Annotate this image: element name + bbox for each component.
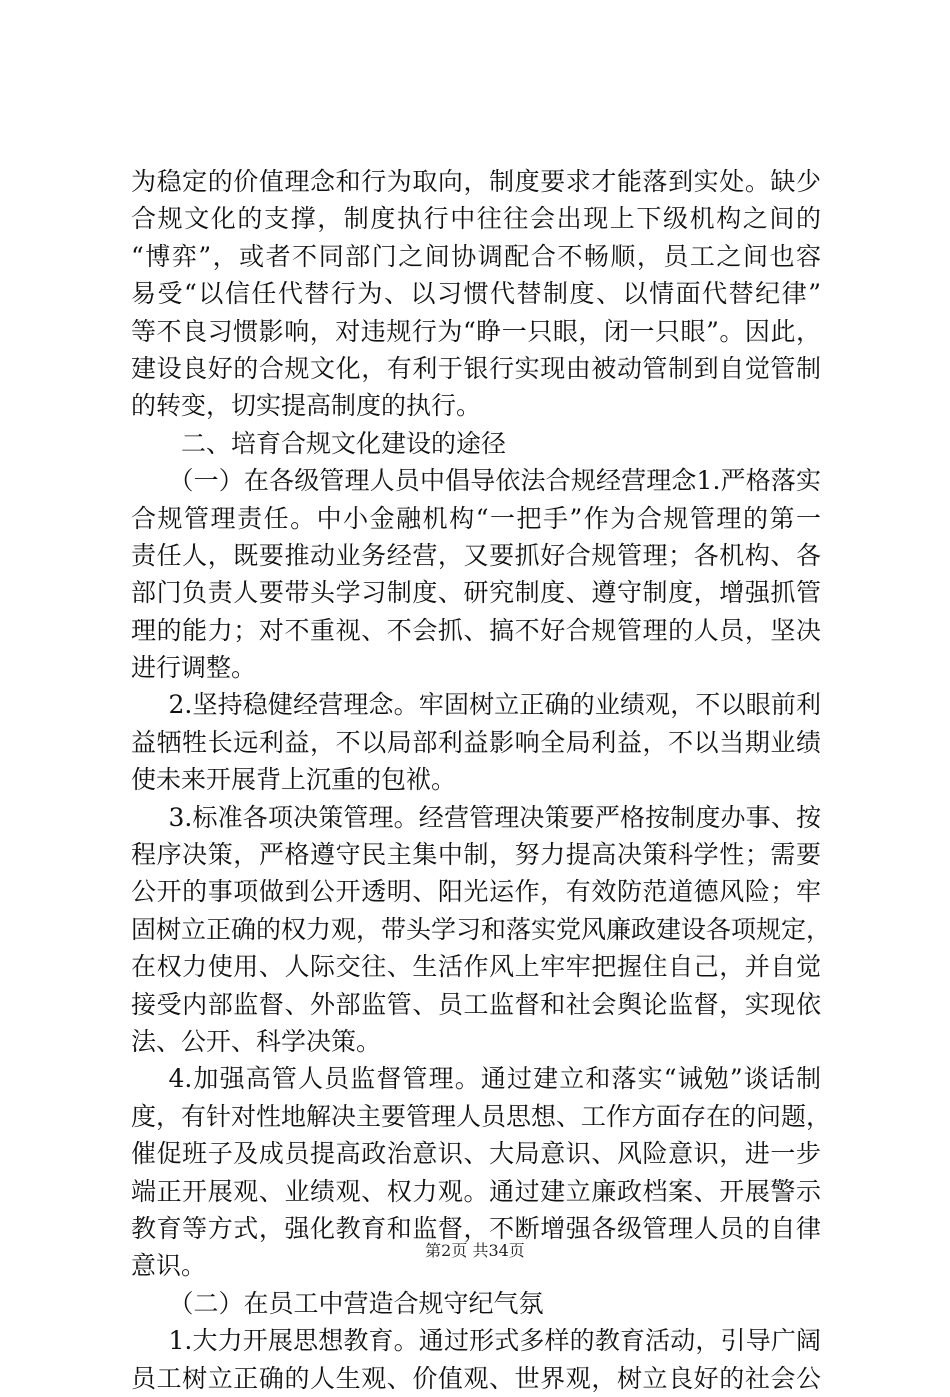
text-line: 程序决策，严格遵守民主集中制，努力提高决策科学性；需要: [131, 840, 821, 870]
text-line: 易受“以信任代替行为、以习惯代替制度、以情面代替纪律”: [131, 279, 821, 309]
text-line: 教育等方式，强化教育和监督，不断增强各级管理人员的自律: [131, 1213, 821, 1243]
text-line: 在权力使用、人际交往、生活作风上牢牢把握住自己，并自觉: [131, 952, 821, 982]
text-line: 建设良好的合规文化，有利于银行实现由被动管制到自觉管制: [131, 353, 821, 383]
text-line: 使未来开展背上沉重的包袱。: [131, 765, 457, 795]
text-line: 为稳定的价值理念和行为取向，制度要求才能落到实处。缺少: [131, 167, 821, 196]
page-footer: 第2页 共34页: [425, 1241, 525, 1260]
text-line: 合规管理责任。中小金融机构“一把手”作为合规管理的第一: [131, 503, 821, 533]
text-line: 进行调整。: [131, 653, 257, 683]
text-line: 度，有针对性地解决主要管理人员思想、工作方面存在的问题，: [131, 1101, 832, 1131]
text-line: 理的能力；对不重视、不会抓、搞不好合规管理的人员，坚决: [131, 615, 821, 645]
text-line: 3.标准各项决策管理。经营管理决策要严格按制度办事、按: [168, 802, 821, 832]
text-line: 二、培育合规文化建设的途径: [181, 428, 507, 458]
text-line: 意识。: [131, 1251, 207, 1281]
text-line: 部门负责人要带头学习制度、研究制度、遵守制度，增强抓管: [131, 578, 821, 608]
text-line: 法、公开、科学决策。: [131, 1026, 382, 1056]
text-line: 公开的事项做到公开透明、阳光运作，有效防范道德风险；牢: [131, 877, 821, 907]
text-line: 端正开展观、业绩观、权力观。通过建立廉政档案、开展警示: [131, 1176, 821, 1206]
document-body: [131, 163, 832, 1397]
text-line: 合规文化的支撑，制度执行中往往会出现上下级机构之间的: [131, 204, 821, 234]
text-line: 责任人，既要推动业务经营，又要抓好合规管理；各机构、各: [131, 540, 821, 570]
text-line: 益牺牲长远利益，不以局部利益影响全局利益，不以当期业绩: [131, 727, 821, 757]
text-line: 等不良习惯影响，对违规行为“睁一只眼，闭一只眼”。因此，: [131, 316, 821, 346]
text-line: 2.坚持稳健经营理念。牢固树立正确的业绩观，不以眼前利: [168, 690, 821, 720]
text-line: 接受内部监督、外部监管、员工监督和社会舆论监督，实现依: [131, 989, 821, 1019]
text-line: 1.大力开展思想教育。通过形式多样的教育活动，引导广阔: [168, 1326, 821, 1356]
text-line: 的转变，切实提高制度的执行。: [131, 391, 482, 421]
text-line: 催促班子及成员提高政治意识、大局意识、风险意识，进一步: [131, 1139, 821, 1169]
text-line: 固树立正确的权力观，带头学习和落实党风廉政建设各项规定，: [131, 914, 832, 944]
text-line: （一）在各级管理人员中倡导依法合规经营理念1.严格落实: [168, 466, 821, 496]
text-line: （二）在员工中营造合规守纪气氛: [168, 1288, 544, 1318]
text-line: 4.加强高管人员监督管理。通过建立和落实“诫勉”谈话制: [168, 1064, 821, 1094]
text-line: “博弈”，或者不同部门之间协调配合不畅顺，员工之间也容: [131, 241, 821, 271]
text-line: 员工树立正确的人生观、价值观、世界观，树立良好的社会公: [131, 1363, 821, 1393]
